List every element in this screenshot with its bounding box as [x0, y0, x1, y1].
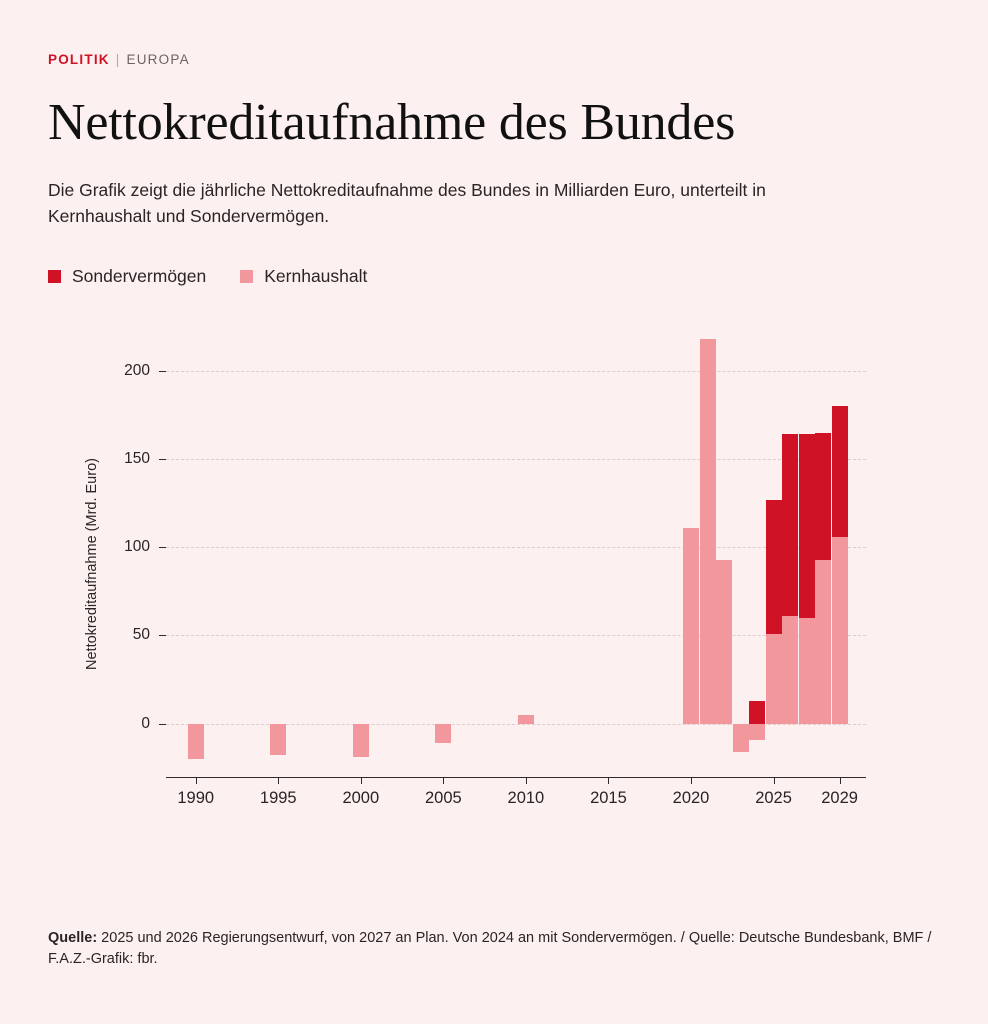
legend-swatch-sondervermoegen — [48, 270, 61, 283]
bar-2020 — [683, 327, 699, 777]
bar-segment-kernhaushalt — [518, 715, 534, 724]
bar-2022 — [716, 327, 732, 777]
legend-swatch-kernhaushalt — [240, 270, 253, 283]
bar-segment-kernhaushalt — [683, 528, 699, 724]
y-axis-title: Nettokreditaufnahme (Mrd. Euro) — [84, 457, 100, 670]
chart-area — [48, 309, 940, 839]
x-tick-mark — [196, 777, 197, 784]
breadcrumb-section[interactable]: POLITIK — [48, 52, 110, 67]
y-tick-mark — [159, 371, 166, 372]
y-tick-label: 0 — [141, 714, 150, 732]
bar-2010 — [518, 327, 534, 777]
x-tick-mark — [361, 777, 362, 784]
x-tick-label: 1995 — [259, 788, 297, 807]
x-tick-mark — [278, 777, 279, 784]
bar-segment-kernhaushalt — [766, 634, 782, 724]
y-tick-mark — [159, 724, 166, 725]
bar-2021 — [700, 327, 716, 777]
bar-segment-kernhaushalt — [832, 537, 848, 724]
bar-segment-kernhaushalt — [435, 724, 451, 743]
plot-region — [124, 327, 866, 777]
x-tick-label: 2005 — [424, 788, 462, 807]
source-note — [48, 928, 940, 970]
bar-segment-kernhaushalt — [716, 560, 732, 724]
bar-1990 — [188, 327, 204, 777]
bar-segment-sondervermoegen — [815, 433, 831, 560]
y-tick-mark — [159, 635, 166, 636]
source-label: Quelle: — [48, 930, 98, 946]
x-tick-label: 2015 — [590, 788, 627, 807]
bar-2029 — [832, 327, 848, 777]
x-tick-label: 2029 — [821, 788, 858, 807]
y-tick-label: 200 — [124, 361, 150, 379]
breadcrumb-separator: | — [115, 52, 121, 67]
x-tick-mark — [774, 777, 775, 784]
y-tick-mark — [159, 547, 166, 548]
bar-segment-sondervermoegen — [782, 434, 798, 616]
bar-2025 — [766, 327, 782, 777]
x-tick-label: 2025 — [755, 788, 792, 807]
bar-segment-kernhaushalt — [700, 339, 716, 724]
x-tick-mark — [443, 777, 444, 784]
bar-segment-sondervermoegen — [749, 701, 765, 724]
y-tick-label: 50 — [132, 626, 150, 644]
x-tick-label: 2000 — [342, 788, 380, 807]
bar-2027 — [799, 327, 815, 777]
bar-2005 — [435, 327, 451, 777]
legend-label-sondervermoegen: Sondervermögen — [72, 265, 207, 286]
bar-2024 — [749, 327, 765, 777]
bar-2023 — [733, 327, 749, 777]
x-tick-mark — [608, 777, 609, 784]
bar-segment-sondervermoegen — [799, 434, 815, 618]
bar-segment-kernhaushalt — [353, 724, 369, 758]
bar-segment-sondervermoegen — [766, 500, 782, 634]
x-tick-mark — [840, 777, 841, 784]
x-axis — [166, 777, 866, 817]
bar-2028 — [815, 327, 831, 777]
y-tick-mark — [159, 459, 166, 460]
chart-legend — [48, 266, 940, 287]
bar-segment-kernhaushalt — [733, 724, 749, 752]
x-tick-mark — [526, 777, 527, 784]
bar-segment-kernhaushalt-negative — [749, 724, 765, 740]
bar-segment-kernhaushalt — [782, 616, 798, 724]
chart-description: Die Grafik zeigt die jährliche Nettokreditaufnahme des Bundes in Milliarden Euro, unterteilt in Kernhaushalt und Sondervermögen. — [48, 180, 766, 227]
x-tick-label: 2020 — [672, 788, 710, 807]
bar-1995 — [270, 327, 286, 777]
legend-item-sondervermoegen — [48, 266, 206, 287]
page-title: Nettokreditaufnahme des Bundes — [48, 94, 736, 151]
bar-segment-kernhaushalt — [799, 618, 815, 724]
bar-segment-kernhaushalt — [815, 560, 831, 724]
breadcrumb-subsection[interactable]: EUROPA — [126, 52, 190, 67]
legend-label-kernhaushalt: Kernhaushalt — [264, 265, 368, 286]
bar-segment-sondervermoegen — [832, 406, 848, 537]
bar-2026 — [782, 327, 798, 777]
legend-item-kernhaushalt — [240, 266, 367, 287]
x-tick-label: 2010 — [507, 788, 545, 807]
breadcrumb — [48, 0, 940, 67]
bar-segment-kernhaushalt — [270, 724, 286, 756]
bar-2000 — [353, 327, 369, 777]
x-tick-label: 1990 — [177, 788, 215, 807]
y-tick-label: 100 — [124, 538, 150, 556]
y-tick-label: 150 — [124, 450, 150, 467]
source-text: 2025 und 2026 Regierungsentwurf, von 2027 an Plan. Von 2024 an mit Sondervermögen. / Quelle: Deutsche Bundesbank, BMF / F.A.Z.-Grafik: fbr. — [48, 930, 932, 968]
x-tick-mark — [691, 777, 692, 784]
bar-segment-kernhaushalt — [188, 724, 204, 759]
